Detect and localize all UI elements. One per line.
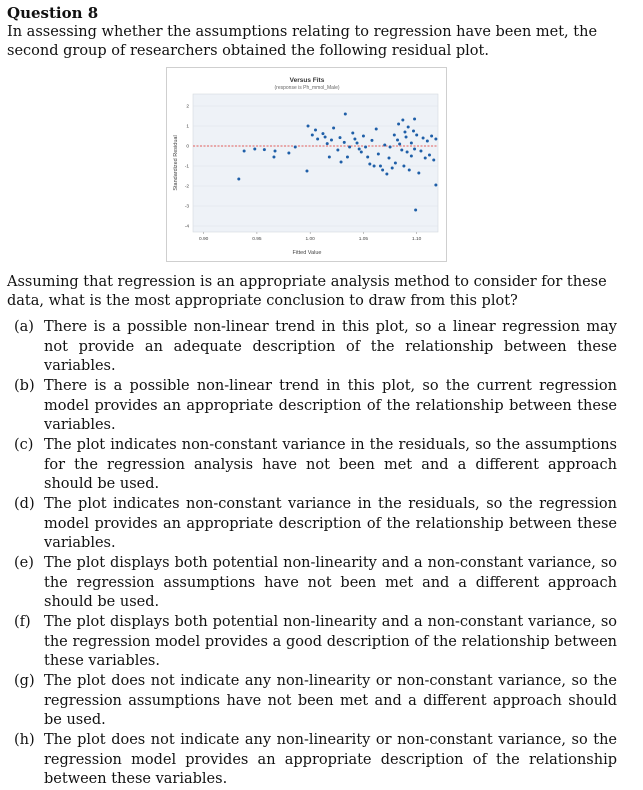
data-point bbox=[405, 136, 408, 139]
y-tick-label: 0 bbox=[186, 144, 189, 150]
data-point bbox=[274, 150, 277, 153]
data-point bbox=[385, 173, 388, 176]
data-point bbox=[344, 113, 347, 116]
x-tick-label: 1.10 bbox=[412, 237, 422, 242]
data-point bbox=[311, 134, 314, 137]
data-point bbox=[343, 141, 346, 144]
question-intro: In assessing whether the assumptions relating to regression have been met, the second group of researchers obtained the following residual plot. bbox=[7, 24, 598, 59]
option-label: (d) bbox=[14, 496, 35, 512]
plot-title: Versus Fits bbox=[289, 77, 325, 84]
data-point bbox=[403, 131, 406, 134]
answer-option[interactable] bbox=[7, 318, 617, 377]
y-tick-label: -1 bbox=[184, 164, 189, 170]
data-point bbox=[412, 130, 415, 133]
answer-option[interactable] bbox=[7, 554, 617, 613]
data-point bbox=[396, 139, 399, 142]
data-point bbox=[307, 125, 310, 128]
data-point bbox=[408, 169, 411, 172]
data-point bbox=[391, 167, 394, 170]
data-point bbox=[422, 137, 425, 140]
data-point bbox=[294, 146, 297, 149]
option-text: The plot indicates non-constant variance in the residuals, so the regression model provides an appropriate description of the relationship between these variables. bbox=[44, 496, 617, 551]
data-point bbox=[324, 136, 327, 139]
data-point bbox=[388, 157, 391, 160]
data-point bbox=[326, 142, 329, 145]
data-point bbox=[402, 165, 405, 168]
data-point bbox=[398, 143, 401, 146]
data-point bbox=[364, 146, 367, 149]
data-point bbox=[393, 134, 396, 137]
answer-option[interactable] bbox=[7, 436, 617, 495]
data-point bbox=[272, 156, 275, 159]
data-point bbox=[410, 155, 413, 158]
data-point bbox=[366, 156, 369, 159]
data-point bbox=[381, 169, 384, 172]
data-point bbox=[432, 159, 435, 162]
data-point bbox=[305, 170, 308, 173]
data-point bbox=[336, 149, 339, 152]
data-point bbox=[428, 154, 431, 157]
option-label: (f) bbox=[14, 614, 31, 630]
data-point bbox=[394, 162, 397, 165]
data-point bbox=[353, 138, 356, 141]
option-label: (h) bbox=[14, 732, 35, 748]
x-axis-label: Fitted Value bbox=[292, 250, 322, 256]
y-tick-label: 2 bbox=[186, 104, 189, 110]
data-point bbox=[401, 119, 404, 122]
y-tick-label: -4 bbox=[184, 224, 189, 230]
data-point bbox=[340, 161, 343, 164]
data-point bbox=[356, 142, 359, 145]
option-label: (a) bbox=[14, 319, 34, 335]
data-point bbox=[379, 165, 382, 168]
data-point bbox=[370, 139, 373, 142]
data-point bbox=[330, 139, 333, 142]
data-point bbox=[424, 157, 427, 160]
y-tick-label: -2 bbox=[184, 184, 189, 190]
data-point bbox=[339, 136, 342, 139]
data-point bbox=[377, 153, 380, 156]
data-point bbox=[383, 144, 386, 147]
data-point bbox=[417, 172, 420, 175]
data-point bbox=[287, 152, 290, 155]
answer-option[interactable] bbox=[7, 731, 617, 790]
data-point bbox=[413, 148, 416, 151]
data-point bbox=[434, 184, 437, 187]
data-point bbox=[400, 149, 403, 152]
option-label: (b) bbox=[14, 378, 35, 394]
question-title: Question 8 bbox=[7, 4, 99, 22]
x-tick-label: 0.90 bbox=[198, 237, 209, 242]
data-point bbox=[415, 134, 418, 137]
option-text: There is a possible non-linear trend in this plot, so the current regression model provides an appropriate description of the relationship between these variables. bbox=[44, 378, 617, 433]
residual-plot bbox=[166, 67, 447, 262]
data-point bbox=[419, 150, 422, 153]
x-tick-label: 0.95 bbox=[252, 237, 262, 242]
answer-option[interactable] bbox=[7, 377, 617, 436]
y-tick-label: 1 bbox=[186, 124, 189, 130]
data-point bbox=[375, 128, 378, 131]
option-text: The plot does not indicate any non-linearity or non-constant variance, so the regression model provides an appropriate description of the relationship between these variables. bbox=[44, 732, 617, 787]
answer-option[interactable] bbox=[7, 495, 617, 554]
answer-option[interactable] bbox=[7, 672, 617, 731]
data-point bbox=[351, 132, 354, 135]
option-text: There is a possible non-linear trend in this plot, so a linear regression may not provide an adequate description of the relationship between these variables. bbox=[44, 319, 617, 374]
data-point bbox=[314, 129, 317, 132]
data-point bbox=[321, 132, 324, 135]
x-tick-label: 1.00 bbox=[305, 237, 315, 242]
data-point bbox=[430, 135, 433, 138]
data-point bbox=[346, 156, 349, 159]
data-point bbox=[434, 138, 437, 141]
x-tick-label: 1.05 bbox=[358, 237, 369, 242]
option-text: The plot displays both potential non-linearity and a non-constant variance, so the regression model provides a good description of the relationship between these variables. bbox=[44, 614, 617, 669]
option-text: The plot indicates non-constant variance in the residuals, so the assumptions for the regression analysis have not been met and a different approach should be used. bbox=[44, 437, 617, 492]
option-text: The plot displays both potential non-linearity and a non-constant variance, so the regression assumptions have not been met and a different approach should be used. bbox=[44, 555, 617, 610]
residual-plot-svg bbox=[167, 68, 446, 261]
data-point bbox=[243, 150, 246, 153]
data-point bbox=[360, 151, 363, 154]
data-point bbox=[316, 138, 319, 141]
data-point bbox=[358, 148, 361, 151]
plot-area bbox=[193, 94, 438, 232]
answer-options bbox=[7, 318, 617, 790]
data-point bbox=[237, 178, 240, 181]
answer-option[interactable] bbox=[7, 613, 617, 672]
data-point bbox=[389, 146, 392, 149]
y-tick-label: -3 bbox=[184, 204, 189, 210]
data-point bbox=[407, 126, 410, 129]
data-point bbox=[414, 209, 417, 212]
data-point bbox=[328, 156, 331, 159]
data-point bbox=[426, 140, 429, 143]
data-point bbox=[368, 163, 371, 166]
data-point bbox=[332, 127, 335, 130]
question-prompt: Assuming that regression is an appropriate analysis method to consider for these data, what is the most appropriate conclusion to draw from this plot? bbox=[7, 274, 607, 309]
option-text: The plot does not indicate any non-linearity or non-constant variance, so the regression assumptions have not been met and a different approach should be used. bbox=[44, 673, 617, 728]
plot-subtitle: (response is Ph_mmol_Male) bbox=[274, 85, 340, 91]
option-label: (e) bbox=[14, 555, 34, 571]
data-point bbox=[406, 151, 409, 154]
data-point bbox=[253, 148, 256, 151]
data-point bbox=[413, 118, 416, 121]
data-point bbox=[263, 148, 266, 151]
data-point bbox=[410, 142, 413, 145]
data-point bbox=[362, 135, 365, 138]
data-point bbox=[348, 146, 351, 149]
option-label: (c) bbox=[14, 437, 34, 453]
y-axis-label: Standardized Residual bbox=[173, 135, 179, 191]
data-point bbox=[373, 165, 376, 168]
option-label: (g) bbox=[14, 673, 35, 689]
data-point bbox=[397, 123, 400, 126]
